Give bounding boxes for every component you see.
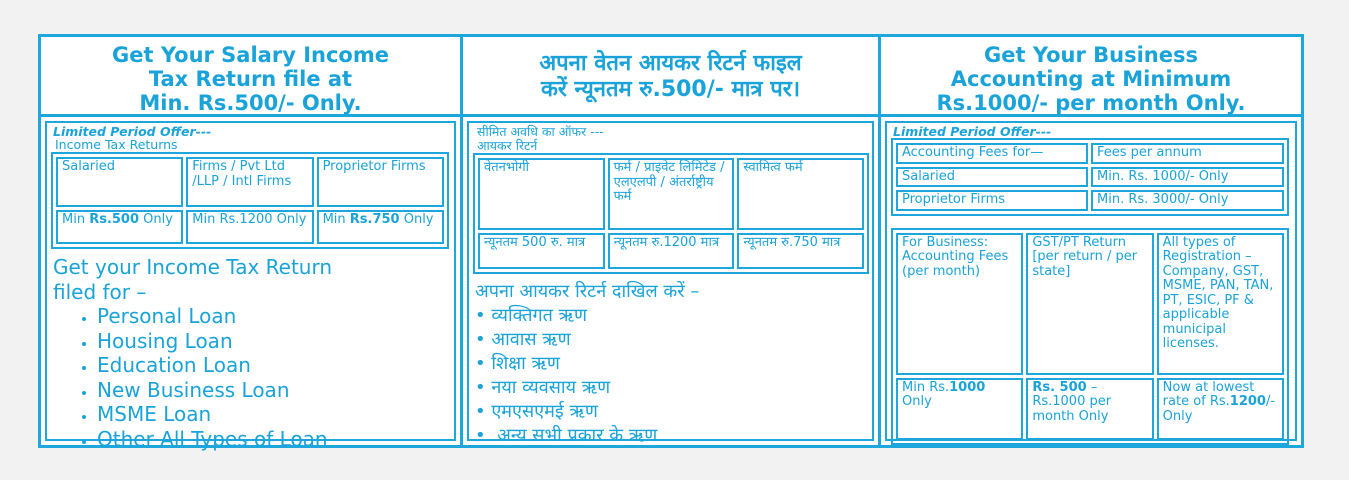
list-item: • Other All Types of Loan	[97, 427, 454, 452]
list-item: • Personal Loan	[97, 304, 454, 329]
pricing-table	[473, 153, 869, 274]
column-body	[885, 121, 1297, 441]
list-item: • अन्य सभी प्रकार के ऋण	[475, 425, 658, 446]
table-cell: न्यूनतम रु.750 मात्र	[737, 233, 864, 269]
column-heading	[881, 37, 1301, 117]
table-cell: Min Rs.750 Only	[317, 210, 444, 244]
hindi-tax-column	[463, 37, 881, 445]
table-cell: न्यूनतम रु.1200 मात्र	[608, 233, 735, 269]
fees-table	[891, 138, 1289, 216]
table-cell: स्वामित्व फर्म	[737, 158, 864, 230]
table-cell: Min. Rs. 1000/- Only	[1091, 167, 1284, 188]
list-item: • व्यक्तिगत ऋण	[475, 305, 587, 326]
list-item: • Education Loan	[97, 353, 454, 378]
offer-label: Limited Period Offer---	[53, 124, 212, 139]
table-cell: Min. Rs. 3000/- Only	[1091, 190, 1284, 211]
table-cell: Salaried	[56, 157, 183, 207]
services-table	[891, 228, 1289, 445]
table-cell: Accounting Fees for—	[896, 143, 1088, 164]
list-item: • New Business Loan	[97, 378, 454, 403]
column-heading	[41, 37, 460, 117]
heading-line: Rs.1000/- per month Only.	[936, 91, 1246, 115]
heading-line: Tax Return file at	[148, 67, 353, 91]
table-cell: Salaried	[896, 167, 1088, 188]
table-cell: For Business: Accounting Fees (per month)	[896, 233, 1023, 375]
heading-line: Get Your Salary Income	[112, 43, 389, 67]
business-accounting-column	[881, 37, 1301, 445]
offer-label: Limited Period Offer---	[893, 124, 1052, 139]
table-cell: Rs. 500 – Rs.1000 per month Only	[1026, 378, 1153, 440]
heading-line: Accounting at Minimum	[950, 67, 1232, 91]
table-cell: Fees per annum	[1091, 143, 1284, 164]
table-cell: फर्म / प्राइवेट लिमिटेड / एलएलपी / अंतर्राष्ट्रीय फर्म	[608, 158, 735, 230]
column-heading	[463, 37, 878, 117]
offer-banner	[38, 34, 1304, 451]
loan-list	[47, 304, 454, 451]
column-body	[467, 121, 874, 446]
heading-line: Min. Rs.500/- Only.	[139, 91, 362, 115]
loan-intro: अपना आयकर रिटर्न दाखिल करें –	[475, 281, 700, 302]
table-cell: All types of Registration – Company, GST, MSME, PAN, TAN, PT, ESIC, PF & applicable municipal licenses.	[1157, 233, 1284, 375]
loan-intro: Get your Income Tax Return filed for –	[53, 255, 333, 304]
heading-line: अपना वेतन आयकर रिटर्न फाइल	[539, 51, 802, 76]
table-cell: Now at lowest rate of Rs.1200/- Only	[1157, 378, 1284, 440]
table-cell: Min Rs.1000 Only	[896, 378, 1023, 440]
table-cell: Proprietor Firms	[896, 190, 1088, 211]
offer-label: सीमित अवधि का ऑफर ---	[477, 124, 604, 139]
list-item: • एमएसएमई ऋण	[475, 401, 598, 422]
salary-tax-column	[41, 37, 463, 451]
table-cell: Firms / Pvt Ltd /LLP / Intl Firms	[186, 157, 313, 207]
loan-list	[469, 304, 872, 448]
table-caption: Income Tax Returns	[55, 137, 178, 152]
list-item: • शिक्षा ऋण	[475, 353, 560, 374]
list-item: • नया व्यवसाय ऋण	[475, 377, 611, 398]
column-body	[45, 121, 456, 451]
table-cell: वेतनभोगी	[478, 158, 605, 230]
table-cell: Proprietor Firms	[317, 157, 444, 207]
table-cell: GST/PT Return [per return / per state]	[1026, 233, 1153, 375]
table-caption: आयकर रिटर्न	[477, 138, 538, 153]
table-cell: न्यूनतम 500 रु. मात्र	[478, 233, 605, 269]
heading-line: Get Your Business	[984, 43, 1198, 67]
list-item: • MSME Loan	[97, 402, 454, 427]
pricing-table	[51, 152, 449, 249]
table-cell: Min Rs.500 Only	[56, 210, 183, 244]
list-item: • Housing Loan	[97, 329, 454, 354]
list-item: • आवास ऋण	[475, 329, 571, 350]
heading-line: करें न्यूनतम रु.500/- मात्र पर।	[540, 77, 801, 102]
table-cell: Min Rs.1200 Only	[186, 210, 313, 244]
